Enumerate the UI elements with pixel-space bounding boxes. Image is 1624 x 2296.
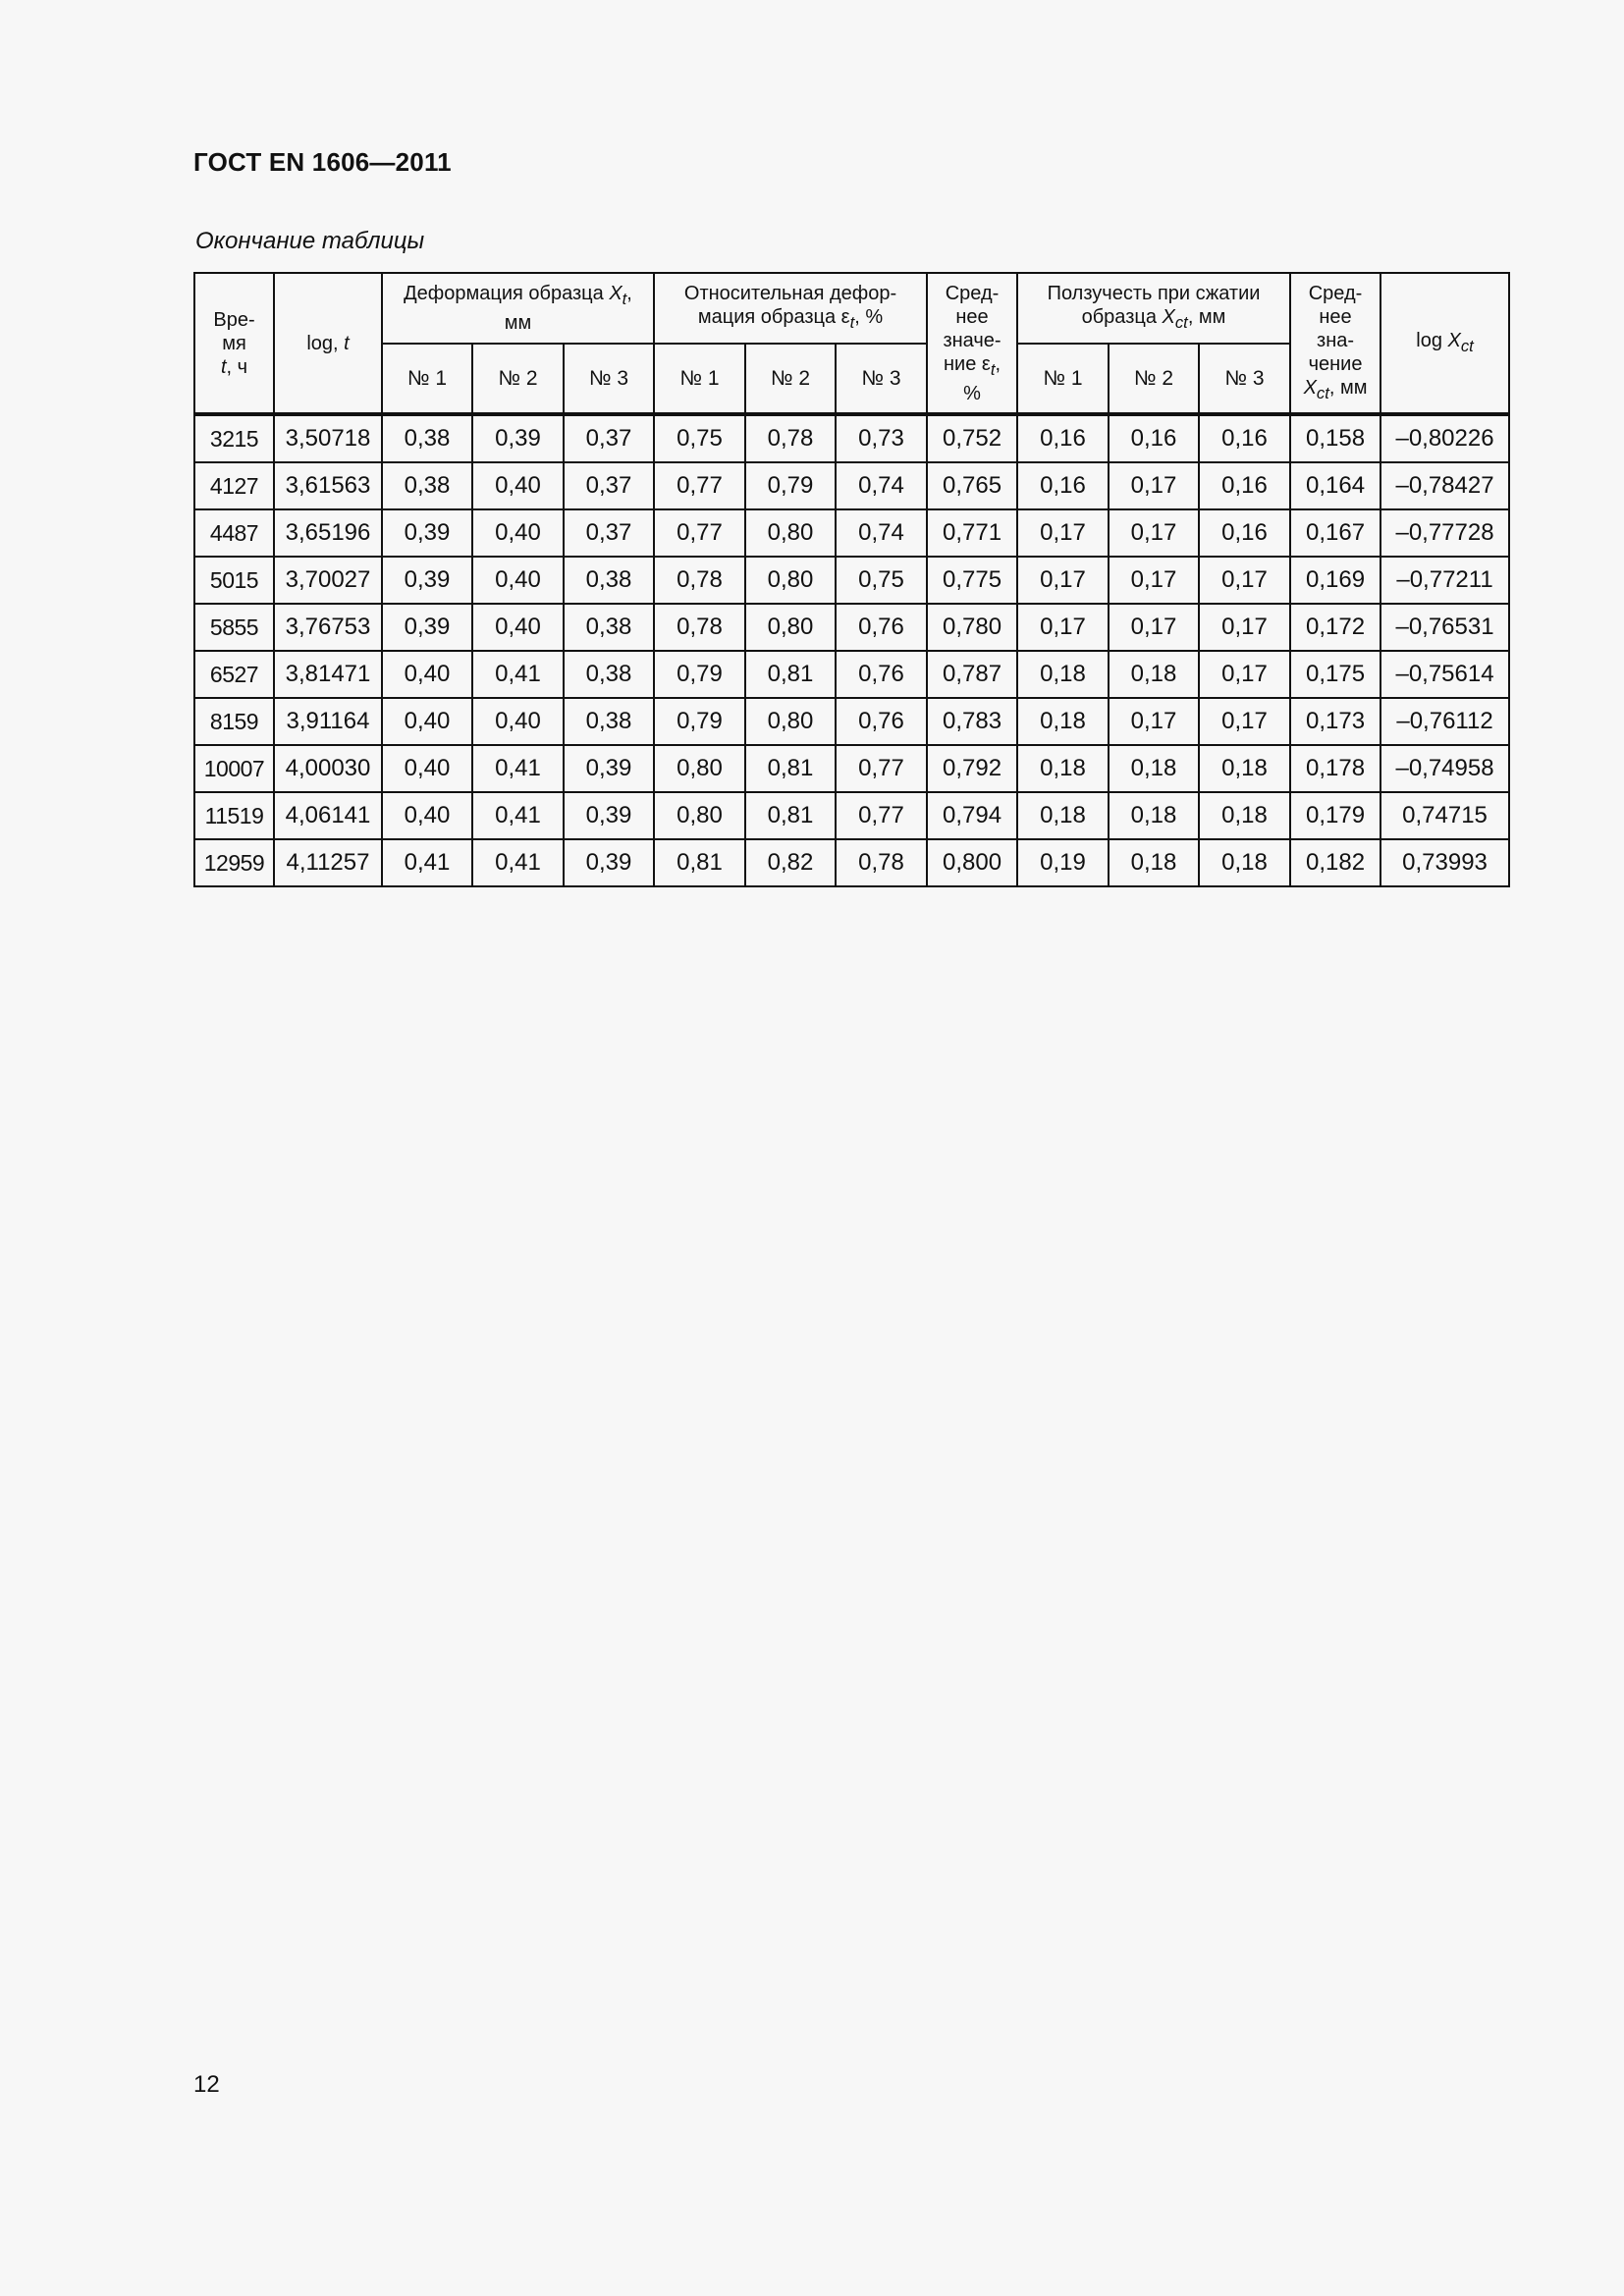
table-cell: 0,40 bbox=[472, 604, 564, 651]
header-creep-sample-3: № 3 bbox=[1199, 344, 1290, 414]
table-cell: 0,167 bbox=[1290, 509, 1380, 557]
table-cell: 0,76 bbox=[836, 604, 927, 651]
table-cell: 3,61563 bbox=[274, 462, 382, 509]
header-relative-deformation: Относительная дефор- мация образца $\varepsilon_t$, % bbox=[654, 273, 927, 344]
table-cell: 0,182 bbox=[1290, 839, 1380, 886]
table-cell: 3,65196 bbox=[274, 509, 382, 557]
table-cell: 0,38 bbox=[564, 604, 654, 651]
table-cell: 0,75 bbox=[654, 414, 745, 462]
table-cell: 0,78 bbox=[654, 557, 745, 604]
table-cell: 11519 bbox=[194, 792, 274, 839]
table-cell: 0,178 bbox=[1290, 745, 1380, 792]
table-cell: 0,80 bbox=[745, 509, 836, 557]
table-cell: 0,79 bbox=[654, 698, 745, 745]
table-cell: 4127 bbox=[194, 462, 274, 509]
table-cell: 0,19 bbox=[1017, 839, 1109, 886]
table-cell: 0,80 bbox=[654, 745, 745, 792]
table-cell: 0,752 bbox=[927, 414, 1017, 462]
table-cell: 3,81471 bbox=[274, 651, 382, 698]
table-cell: 0,39 bbox=[564, 792, 654, 839]
table-cell: 0,17 bbox=[1199, 557, 1290, 604]
table-cell: 0,41 bbox=[472, 792, 564, 839]
table-cell: 0,40 bbox=[472, 557, 564, 604]
table-row bbox=[194, 651, 1509, 698]
table-cell: 0,39 bbox=[382, 557, 472, 604]
table-cell: 0,17 bbox=[1017, 509, 1109, 557]
table-body bbox=[194, 414, 1509, 886]
table-cell: 10007 bbox=[194, 745, 274, 792]
table-cell: 12959 bbox=[194, 839, 274, 886]
table-cell: 0,37 bbox=[564, 462, 654, 509]
table-row bbox=[194, 698, 1509, 745]
table-cell: 0,38 bbox=[564, 557, 654, 604]
table-cell: 0,17 bbox=[1199, 698, 1290, 745]
table-cell: 0,81 bbox=[745, 792, 836, 839]
table-cell: 0,79 bbox=[654, 651, 745, 698]
table-cell: 0,17 bbox=[1109, 604, 1199, 651]
table-cell: 0,16 bbox=[1199, 462, 1290, 509]
header-log-xct: $\log X_{ct}$ bbox=[1380, 273, 1509, 414]
table-cell: 0,39 bbox=[564, 839, 654, 886]
table-row bbox=[194, 557, 1509, 604]
table-cell: 0,17 bbox=[1109, 462, 1199, 509]
table-row bbox=[194, 745, 1509, 792]
table-cell: 0,40 bbox=[382, 745, 472, 792]
table-cell: 0,780 bbox=[927, 604, 1017, 651]
table-cell: 0,18 bbox=[1017, 651, 1109, 698]
creep-data-table bbox=[193, 272, 1510, 887]
header-deformation: Деформация образца $X_t$, мм bbox=[382, 273, 654, 344]
table-row bbox=[194, 604, 1509, 651]
table-cell: 6527 bbox=[194, 651, 274, 698]
table-cell: 0,40 bbox=[472, 698, 564, 745]
table-cell: 0,17 bbox=[1199, 651, 1290, 698]
table-cell: 4,11257 bbox=[274, 839, 382, 886]
table-cell: 0,79 bbox=[745, 462, 836, 509]
table-cell: 0,73993 bbox=[1380, 839, 1509, 886]
table-cell: 0,80 bbox=[745, 604, 836, 651]
table-cell: 0,17 bbox=[1109, 698, 1199, 745]
table-cell: 0,76 bbox=[836, 698, 927, 745]
table-cell: –0,77211 bbox=[1380, 557, 1509, 604]
table-cell: –0,76112 bbox=[1380, 698, 1509, 745]
table-cell: 4,06141 bbox=[274, 792, 382, 839]
table-cell: –0,75614 bbox=[1380, 651, 1509, 698]
table-cell: 0,17 bbox=[1017, 557, 1109, 604]
header-creep-sample-2: № 2 bbox=[1109, 344, 1199, 414]
table-cell: 0,792 bbox=[927, 745, 1017, 792]
table-cell: 0,18 bbox=[1199, 839, 1290, 886]
table-cell: 0,18 bbox=[1199, 745, 1290, 792]
header-creep-sample-1: № 1 bbox=[1017, 344, 1109, 414]
table-cell: 0,39 bbox=[472, 414, 564, 462]
table-cell: 0,39 bbox=[382, 604, 472, 651]
table-cell: 3,76753 bbox=[274, 604, 382, 651]
table-cell: 0,77 bbox=[654, 462, 745, 509]
table-cell: 0,18 bbox=[1017, 698, 1109, 745]
table-cell: 0,82 bbox=[745, 839, 836, 886]
table-cell: 0,76 bbox=[836, 651, 927, 698]
table-cell: 0,81 bbox=[745, 651, 836, 698]
table-cell: 8159 bbox=[194, 698, 274, 745]
table-cell: 0,39 bbox=[382, 509, 472, 557]
table-cell: 4,00030 bbox=[274, 745, 382, 792]
header-relative-sample-1: № 1 bbox=[654, 344, 745, 414]
table-cell: 0,77 bbox=[654, 509, 745, 557]
table-cell: 5015 bbox=[194, 557, 274, 604]
table-cell: 0,39 bbox=[564, 745, 654, 792]
table-cell: 0,78 bbox=[745, 414, 836, 462]
table-cell: 0,38 bbox=[564, 651, 654, 698]
table-cell: 3215 bbox=[194, 414, 274, 462]
table-cell: –0,74958 bbox=[1380, 745, 1509, 792]
table-cell: 0,80 bbox=[745, 557, 836, 604]
table-cell: 0,16 bbox=[1109, 414, 1199, 462]
header-deformation-sample-1: № 1 bbox=[382, 344, 472, 414]
table-row bbox=[194, 509, 1509, 557]
table-cell: 0,40 bbox=[382, 698, 472, 745]
table-cell: 0,775 bbox=[927, 557, 1017, 604]
table-cell: 0,18 bbox=[1109, 745, 1199, 792]
table-cell: 0,17 bbox=[1017, 604, 1109, 651]
header-relative-sample-2: № 2 bbox=[745, 344, 836, 414]
table-cell: 0,38 bbox=[564, 698, 654, 745]
table-cell: 0,800 bbox=[927, 839, 1017, 886]
header-relative-sample-3: № 3 bbox=[836, 344, 927, 414]
table-cell: 0,765 bbox=[927, 462, 1017, 509]
table-cell: 0,173 bbox=[1290, 698, 1380, 745]
table-cell: 0,74715 bbox=[1380, 792, 1509, 839]
table-cell: 0,158 bbox=[1290, 414, 1380, 462]
table-cell: 0,787 bbox=[927, 651, 1017, 698]
table-cell: 3,91164 bbox=[274, 698, 382, 745]
header-mean-relative: Сред- нее значе- ние $\varepsilon_t$, % bbox=[927, 273, 1017, 414]
table-cell: 0,18 bbox=[1109, 792, 1199, 839]
table-row bbox=[194, 462, 1509, 509]
table-cell: 0,78 bbox=[836, 839, 927, 886]
table-cell: 0,16 bbox=[1199, 414, 1290, 462]
table-cell: 0,37 bbox=[564, 414, 654, 462]
table-cell: 0,783 bbox=[927, 698, 1017, 745]
table-cell: 0,40 bbox=[472, 509, 564, 557]
table-cell: 0,172 bbox=[1290, 604, 1380, 651]
table-cell: 0,81 bbox=[745, 745, 836, 792]
document-code: ГОСТ EN 1606—2011 bbox=[193, 147, 452, 177]
table-cell: 0,18 bbox=[1109, 839, 1199, 886]
table-cell: 0,41 bbox=[472, 651, 564, 698]
header-creep: Ползучесть при сжатии образца $X_{ct}$, мм bbox=[1017, 273, 1290, 344]
table-cell: 4487 bbox=[194, 509, 274, 557]
table-cell: 3,70027 bbox=[274, 557, 382, 604]
table-cell: 0,771 bbox=[927, 509, 1017, 557]
table-cell: –0,78427 bbox=[1380, 462, 1509, 509]
table-cell: 0,40 bbox=[382, 792, 472, 839]
header-deformation-sample-3: № 3 bbox=[564, 344, 654, 414]
table-cell: 0,16 bbox=[1017, 462, 1109, 509]
table-cell: 0,18 bbox=[1017, 792, 1109, 839]
table-cell: –0,80226 bbox=[1380, 414, 1509, 462]
table-row bbox=[194, 792, 1509, 839]
table-cell: 0,80 bbox=[654, 792, 745, 839]
table-cell: –0,77728 bbox=[1380, 509, 1509, 557]
table-cell: 0,40 bbox=[382, 651, 472, 698]
table-cell: 0,41 bbox=[472, 839, 564, 886]
table-cell: 0,38 bbox=[382, 414, 472, 462]
table-cell: 0,41 bbox=[472, 745, 564, 792]
table-cell: 0,169 bbox=[1290, 557, 1380, 604]
table-cell: 0,16 bbox=[1199, 509, 1290, 557]
table-cell: –0,76531 bbox=[1380, 604, 1509, 651]
table-cell: 5855 bbox=[194, 604, 274, 651]
table-cell: 0,80 bbox=[745, 698, 836, 745]
table-cell: 0,40 bbox=[472, 462, 564, 509]
table-cell: 0,18 bbox=[1199, 792, 1290, 839]
table-cell: 0,37 bbox=[564, 509, 654, 557]
table-cell: 0,164 bbox=[1290, 462, 1380, 509]
table-cell: 0,75 bbox=[836, 557, 927, 604]
table-cell: 0,17 bbox=[1109, 509, 1199, 557]
table-cell: 0,38 bbox=[382, 462, 472, 509]
table-cell: 0,18 bbox=[1109, 651, 1199, 698]
table-cell: 0,78 bbox=[654, 604, 745, 651]
table-caption: Окончание таблицы bbox=[195, 228, 425, 254]
table-cell: 0,17 bbox=[1109, 557, 1199, 604]
header-deformation-sample-2: № 2 bbox=[472, 344, 564, 414]
header-mean-creep: Сред- нее зна- чение $X_{ct}$, мм bbox=[1290, 273, 1380, 414]
table-row bbox=[194, 414, 1509, 462]
table-cell: 0,794 bbox=[927, 792, 1017, 839]
table-cell: 0,77 bbox=[836, 792, 927, 839]
table-cell: 0,175 bbox=[1290, 651, 1380, 698]
table-cell: 3,50718 bbox=[274, 414, 382, 462]
table-cell: 0,179 bbox=[1290, 792, 1380, 839]
table-row bbox=[194, 839, 1509, 886]
table-cell: 0,16 bbox=[1017, 414, 1109, 462]
header-log-t: log, t bbox=[274, 273, 382, 414]
table-cell: 0,18 bbox=[1017, 745, 1109, 792]
table-cell: 0,17 bbox=[1199, 604, 1290, 651]
page-number: 12 bbox=[193, 2071, 220, 2098]
table-cell: 0,74 bbox=[836, 462, 927, 509]
header-time: Вре- мя t, ч bbox=[194, 273, 274, 414]
table-cell: 0,73 bbox=[836, 414, 927, 462]
table-cell: 0,81 bbox=[654, 839, 745, 886]
table-cell: 0,41 bbox=[382, 839, 472, 886]
table-cell: 0,77 bbox=[836, 745, 927, 792]
table-cell: 0,74 bbox=[836, 509, 927, 557]
